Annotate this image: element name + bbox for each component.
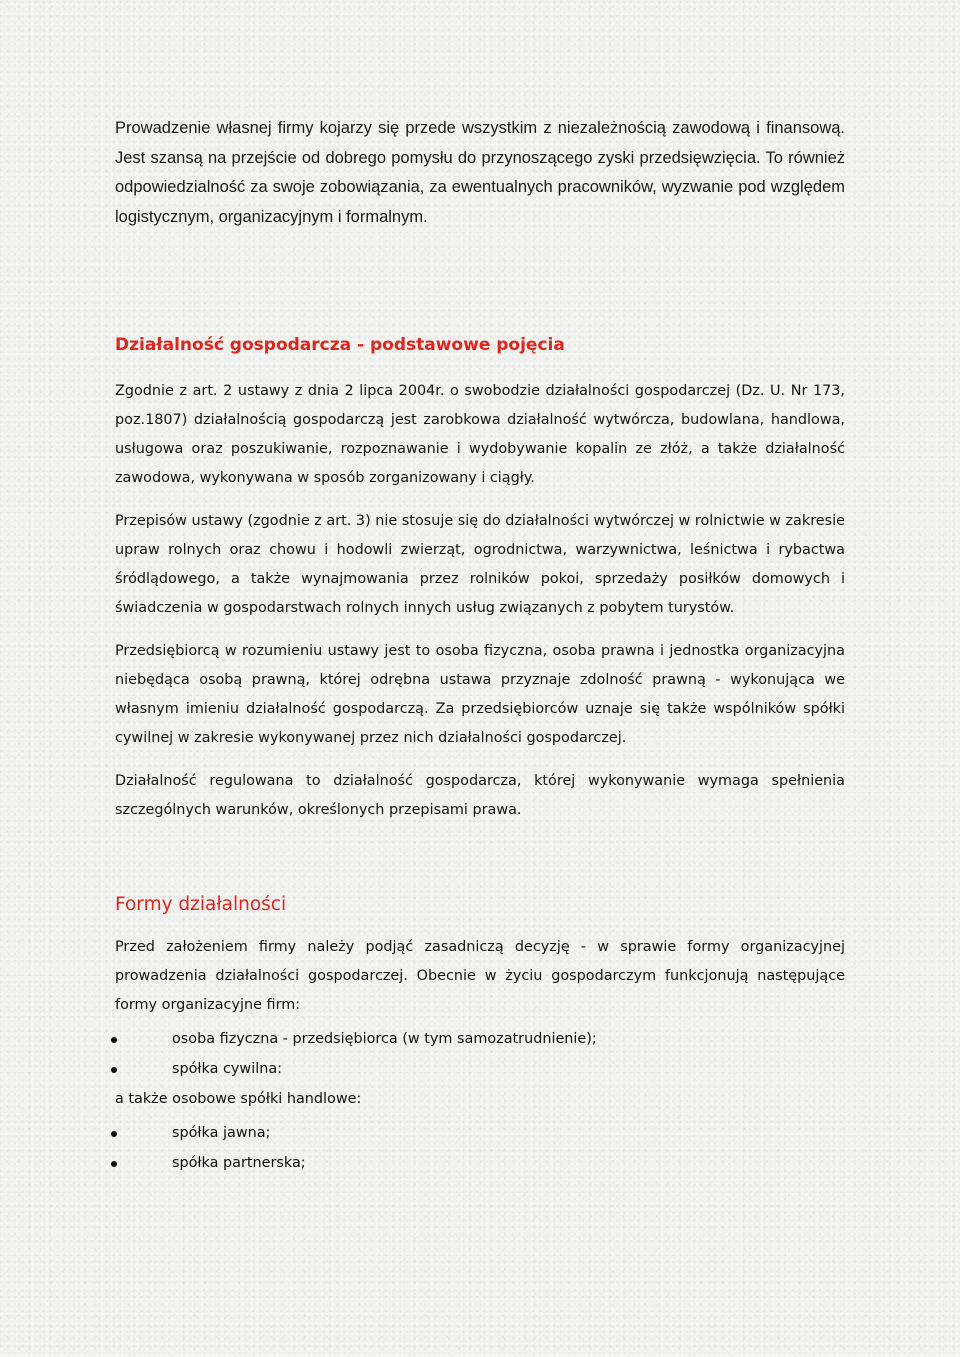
bullet-icon: [111, 1131, 117, 1137]
paragraph-forms-intro: Przed założeniem firmy należy podjąć zasadniczą decyzję - w sprawie formy organizacyjnej prowadzenia działalności gospodarczej. Obecnie w życiu gospodarczym funkcjonują następujące formy organizacyjne firm:: [115, 939, 845, 1013]
list-item-text: spółka jawna;: [172, 1125, 271, 1141]
list-item-text: spółka cywilna:: [172, 1061, 282, 1077]
paragraph-exclusions: Przepisów ustawy (zgodnie z art. 3) nie stosuje się do działalności wytwórczej w rolnictwie w zakresie upraw rolnych oraz chowu i hodowli zwierząt, ogrodnictwa, warzywnictwa, leśnictwa i rybactwa śródlądowego, a także wynajmowania przez rolników pokoi, sprzedaży posiłków domowych i świadczenia w gospodarstwach rolnych innych usług związanych z pobytem turystów.: [115, 513, 846, 616]
list-item: [115, 1118, 845, 1148]
forms-list-2: [115, 1118, 845, 1178]
list-item-text: osoba fizyczna - przedsiębiorca (w tym samozatrudnienie);: [172, 1031, 597, 1047]
list-item: [115, 1054, 845, 1084]
paragraph-entrepreneur: Przedsiębiorcą w rozumieniu ustawy jest to osoba fizyczna, osoba prawna i jednostka organizacyjna niebędąca osobą prawną, której odrębna ustawa przyznaje zdolność prawną - wykonująca we własnym imieniu działalność gospodarczą. Za przedsiębiorców uznaje się także wspólników spółki cywilnej w zakresie wykonywanej przez nich działalności gospodarczej.: [115, 643, 845, 746]
list-item-text: spółka partnerska;: [172, 1155, 306, 1171]
section-heading-forms: Formy działalności: [115, 894, 287, 915]
bullet-icon: [111, 1037, 117, 1043]
paragraph-regulated-activity: Działalność regulowana to działalność gospodarcza, której wykonywanie wymaga spełnienia szczególnych warunków, określonych przepisami prawa.: [115, 773, 845, 818]
document-body: [115, 114, 845, 1178]
section-heading-basic-concepts: Działalność gospodarcza - podstawowe pojęcia: [115, 335, 565, 355]
list-item: [115, 1148, 845, 1178]
list-item: [115, 1024, 845, 1054]
paragraph-definition: Zgodnie z art. 2 ustawy z dnia 2 lipca 2004r. o swobodzie działalności gospodarczej (Dz. U. Nr 173, poz.1807) działalnością gospodarczą jest zarobkowa działalność wytwórcza, budowlana, handlowa, usługowa oraz poszukiwanie, rozpoznawanie i wydobywanie kopalin ze złóż, a także działalność zawodowa, wykonywana w sposób zorganizowany i ciągły.: [115, 383, 845, 486]
forms-list-1: [115, 1024, 845, 1084]
bullet-icon: [111, 1161, 117, 1167]
between-list-text: a także osobowe spółki handlowe:: [115, 1091, 362, 1107]
bullet-icon: [111, 1067, 117, 1073]
intro-paragraph: Prowadzenie własnej firmy kojarzy się przede wszystkim z niezależnością zawodową i finansową. Jest szansą na przejście od dobrego pomysłu do przynoszącego zyski przedsięwzięcia. To również odpowiedzialność za swoje zobowiązania, za ewentualnych pracowników, wyzwanie pod względem logistycznym, organizacyjnym i formalnym.: [115, 119, 845, 226]
